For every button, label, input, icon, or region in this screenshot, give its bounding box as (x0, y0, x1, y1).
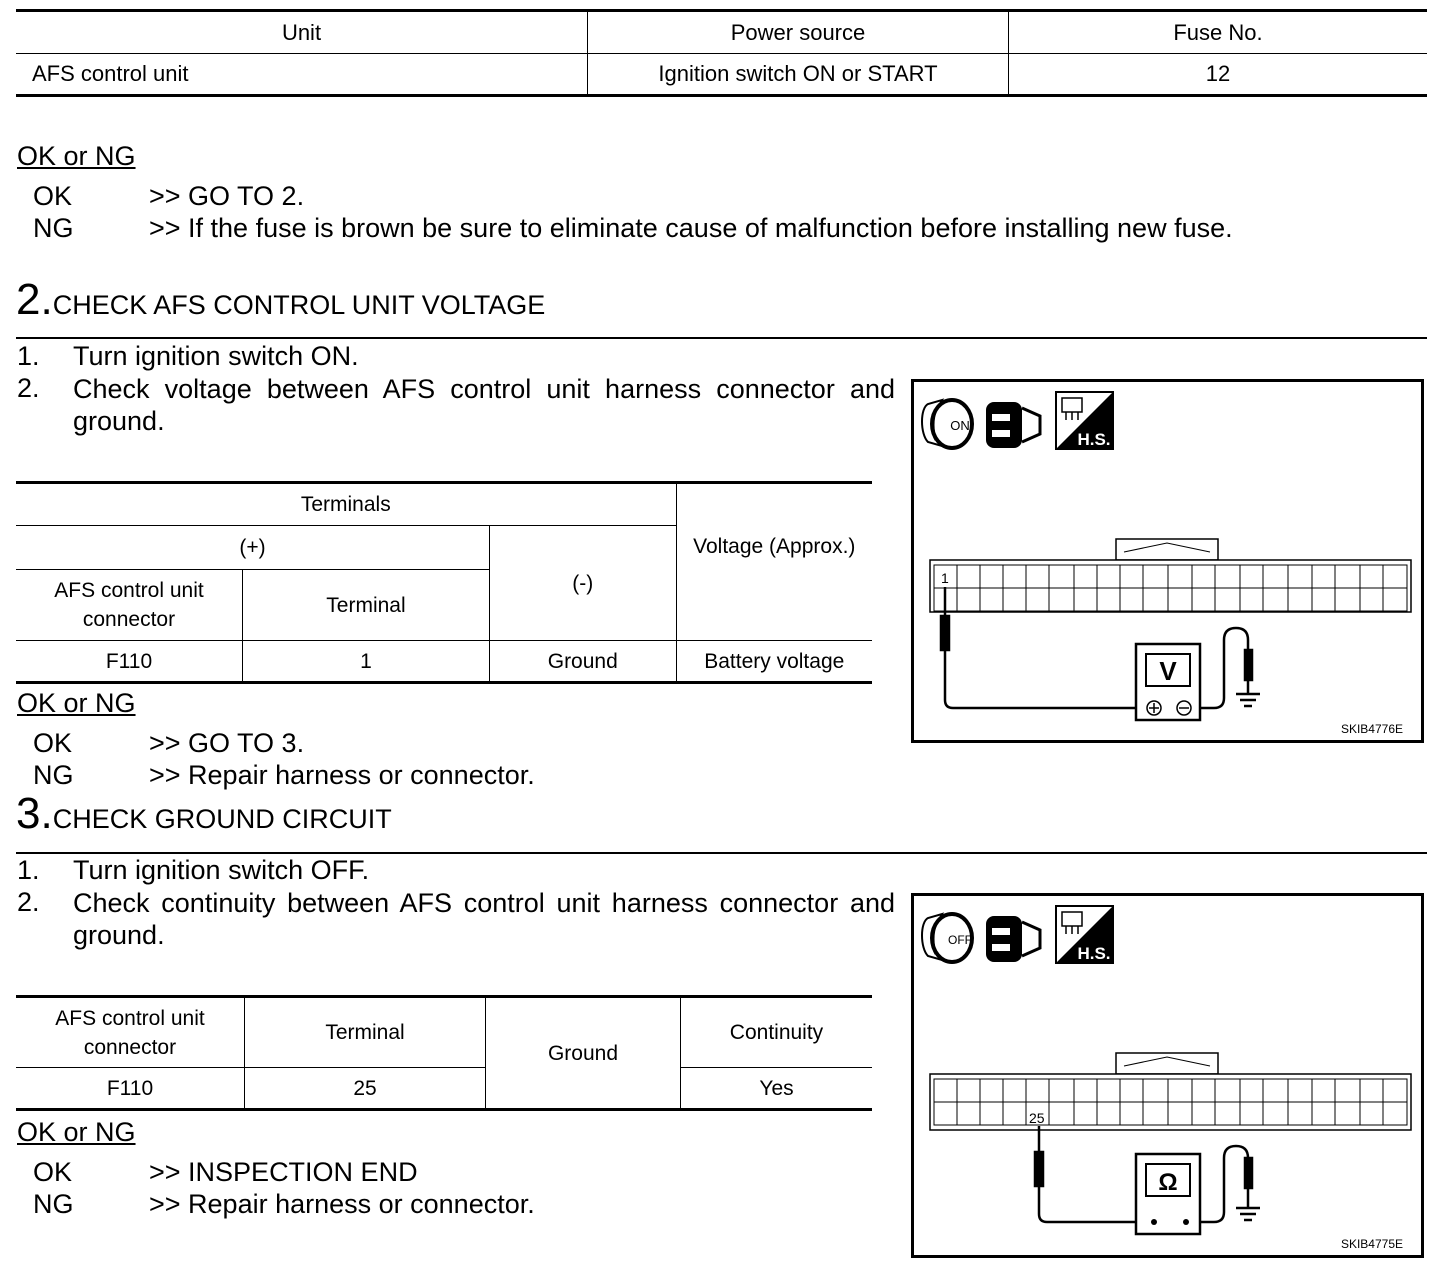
voltage-table-terminal-header: Terminal (243, 570, 490, 641)
continuity-table-connector-header: AFS control unit connector (16, 997, 245, 1068)
continuity-table-cell-terminal: 25 (245, 1068, 486, 1110)
continuity-check-diagram (914, 896, 1421, 1255)
step3-item-1 (17, 855, 897, 887)
voltage-check-diagram (914, 382, 1421, 740)
connector-icon (986, 916, 1040, 962)
voltage-table-cell-ground: Ground (489, 641, 676, 683)
continuity-table (16, 995, 872, 1111)
meter-symbol: Ω (1158, 1169, 1178, 1196)
result1-ng-text: >> If the fuse is brown be sure to eliminate cause of malfunction before installing new fuse. (149, 213, 1233, 243)
voltage-table-voltage-header: Voltage (Approx.) (676, 483, 872, 641)
step3-heading (16, 789, 392, 839)
fuse-table-header-unit: Unit (16, 11, 588, 54)
fuse-table-cell-unit: AFS control unit (16, 54, 588, 96)
harness-connector (930, 1053, 1411, 1130)
result2-ng (33, 760, 833, 792)
result1-ng-key: NG (33, 213, 74, 243)
step3-item-1-num: 1. (17, 855, 40, 885)
pin-label: 1 (941, 570, 949, 586)
result2-ok-text: >> GO TO 3. (149, 728, 305, 758)
voltage-table-cell-voltage: Battery voltage (676, 641, 872, 683)
step3-title: CHECK GROUND CIRCUIT (52, 804, 392, 834)
continuity-table-continuity-header: Continuity (681, 997, 873, 1068)
step3-rule (16, 852, 1427, 854)
fuse-table-header-power: Power source (588, 11, 1009, 54)
step2-item-2-num: 2. (17, 373, 40, 403)
continuity-table-terminal-header: Terminal (245, 997, 486, 1068)
step2-item-1 (17, 341, 897, 373)
figure-code: SKIB4776E (1340, 722, 1403, 736)
step2-heading (16, 275, 545, 325)
continuity-table-ground: Ground (486, 997, 681, 1110)
continuity-check-figure (911, 893, 1424, 1258)
step3-item-2-text: Check continuity between AFS control unit harness connector and ground. (73, 888, 895, 950)
step2-item-1-num: 1. (17, 341, 40, 371)
step2-item-1-text: Turn ignition switch ON. (73, 341, 359, 371)
voltage-table-cell-terminal: 1 (243, 641, 490, 683)
connector-icon (986, 402, 1040, 448)
result2-title: OK or NG (17, 688, 136, 718)
key-position-label: OFF (948, 933, 972, 947)
result3-ok-key: OK (33, 1157, 73, 1187)
result2-ok (33, 728, 833, 760)
pin-label: 25 (1029, 1110, 1045, 1126)
result2-ng-text: >> Repair harness or connector. (149, 760, 535, 790)
step2-item-2-text: Check voltage between AFS control unit harness connector and ground. (73, 374, 895, 436)
result2-ok-key: OK (33, 728, 73, 758)
voltage-table (16, 481, 872, 684)
voltage-table-cell-connector: F110 (16, 641, 243, 683)
fuse-table-cell-power: Ignition switch ON or START (588, 54, 1009, 96)
step3-item-2 (17, 887, 897, 951)
result2-ng-key: NG (33, 760, 74, 790)
meter-symbol: V (1159, 656, 1177, 686)
result1-ok (33, 181, 1333, 213)
step2-title: CHECK AFS CONTROL UNIT VOLTAGE (52, 290, 546, 320)
step2-number: 2. (16, 275, 53, 324)
voltage-table-connector-header: AFS control unit connector (16, 570, 243, 641)
step3-number: 3. (16, 789, 53, 838)
voltage-table-minus: (-) (489, 526, 676, 641)
harness-side-label: H.S. (1077, 944, 1111, 963)
result3-ok (33, 1157, 833, 1189)
result3-ng (33, 1189, 833, 1221)
result3-ng-text: >> Repair harness or connector. (149, 1189, 535, 1219)
continuity-table-cell-connector: F110 (16, 1068, 245, 1110)
fuse-table-header-fuse: Fuse No. (1009, 11, 1428, 54)
result3-ng-key: NG (33, 1189, 74, 1219)
result3-ok-text: >> INSPECTION END (149, 1157, 418, 1187)
voltage-table-plus: (+) (16, 526, 489, 570)
result3-title: OK or NG (17, 1117, 136, 1147)
step2-rule (16, 337, 1427, 339)
fuse-table-cell-fuse: 12 (1009, 54, 1428, 96)
result1-ok-text: >> GO TO 2. (149, 181, 305, 211)
result1-ng (33, 213, 1333, 245)
harness-side-label: H.S. (1077, 430, 1111, 449)
figure-code: SKIB4775E (1340, 1237, 1403, 1251)
key-position-label: ON (950, 418, 970, 433)
continuity-table-cell-continuity: Yes (681, 1068, 873, 1110)
voltage-table-terminals: Terminals (16, 483, 676, 526)
step2-item-2 (17, 373, 897, 437)
voltage-check-figure (911, 379, 1424, 743)
step3-item-1-text: Turn ignition switch OFF. (73, 855, 370, 885)
step3-item-2-num: 2. (17, 887, 40, 917)
fuse-table (16, 9, 1427, 97)
harness-connector (930, 539, 1411, 612)
result1-ok-key: OK (33, 181, 73, 211)
result1-title: OK or NG (17, 141, 136, 171)
